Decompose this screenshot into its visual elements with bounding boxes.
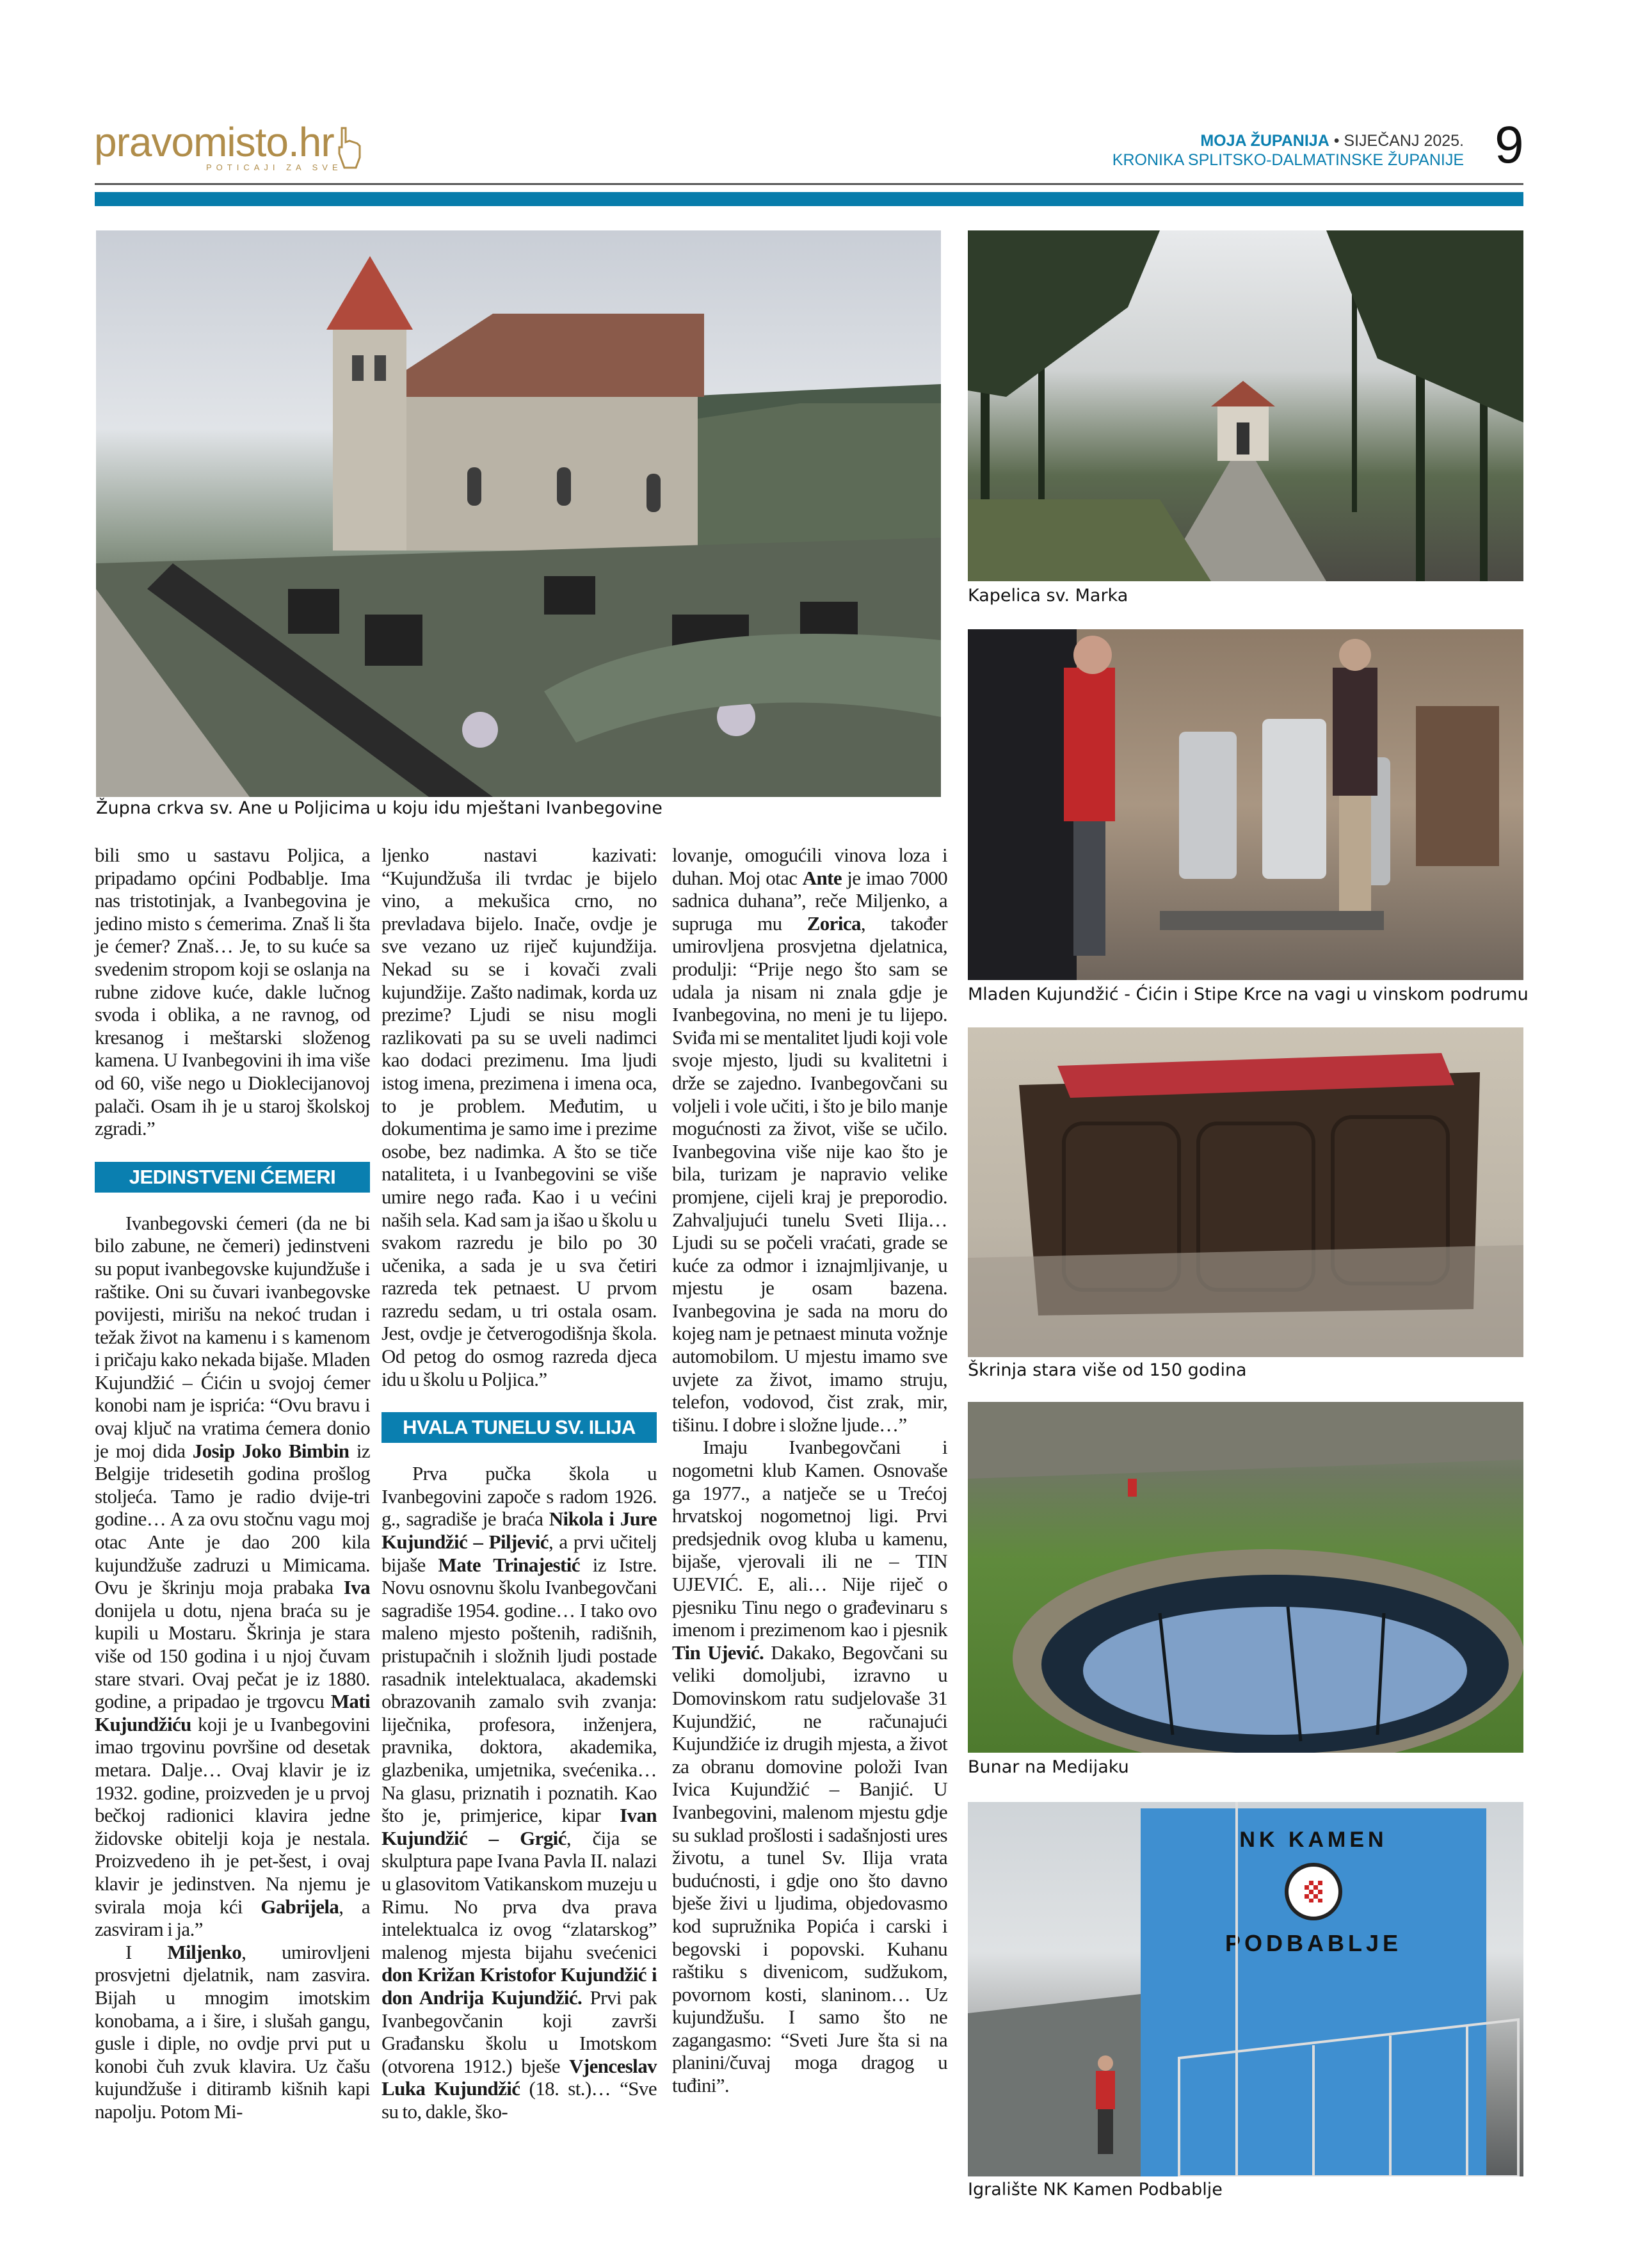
logo-text: pravomisto.hr (94, 119, 334, 165)
article-column-1 (95, 844, 370, 2123)
paragraph-text: (18. st.)… “Sve su to, dakle, ško- (381, 2077, 657, 2123)
article-paragraph (381, 844, 657, 1390)
article-column-3 (672, 844, 947, 2097)
paragraph-text: lovanje, omogućili vinova loza i duhan. Moj otac (672, 844, 947, 889)
section-subheading: JEDINSTVENI ĆEMERI (95, 1162, 370, 1193)
bold-name: Iva (343, 1576, 370, 1599)
bold-name: Ante (802, 866, 842, 889)
photo-wine-cellar-scale (968, 629, 1523, 980)
bold-name: Vjenceslav Luka Kujundžić (381, 2054, 657, 2100)
paragraph-text: Dakako, Begovčani su veliki domoljubi, izravno u Domovinskom ratu sudjelovaše 31 Kujundžić, ne računajući Kujundžiće iz drugih mjesta, a život za obranu domovine položi Ivan Ivica Kujundžić – Banjić. U Ivanbegovini, malenom mjestu gdje su suklad prošlosti i sadašnjosti ures životu, a tunel Sv. Ilija vrata budućnosti, i gdje ono što davno bješe živi u ljudima, objedovasmo kod supružnika Popića i carski i begovski i popovski. Kuhanu raštiku s divenicom, sudžukom, povornom kosti, slaninom… Uz kujundžušu. I samo što ne zagangasmo: “Sveti Jure šta si na planini/čuvaj moga dragog u tuđini”. (672, 1641, 948, 2097)
paragraph-text: Imaju Ivanbegovčani i nogometni klub Kamen. Osnovaše ga 1977., a natječe se u Trećoj hrvatskoj nogometnoj ligi. Prvi predsjednik ovog kluba u kamenu, bijaše, vjerovali ili ne – TIN UJEVIĆ. E, ali… Nije riječ o pjesniku Tinu nego o građevinaru s imenom i prezimenom kao i pjesnik (672, 1436, 947, 1641)
section-header (1112, 131, 1464, 170)
paragraph-text: Prva pučka škola u Ivanbegovini započe s radom 1926. g., sagradiše je braća (381, 1462, 657, 1531)
article-paragraph (381, 1462, 657, 2123)
photo-church-st-ana (96, 230, 941, 797)
club-sign-bottom: PODBABLJE (1224, 1930, 1402, 1956)
paragraph-text: koji je u Ivanbegovini imao trgovinu površine od desetak metara. Dalje… Ovaj klavir je iz 1932. godine, proizveden je u prvoj bečkoj radionici klavira jedne židovske obitelji koja je nestala. Proizvedeno ih je pet-šest, i ovaj klavir je jedinstven. Na njemu je svirala moja kći (95, 1712, 370, 1918)
side-photo-caption: Igralište NK Kamen Podbablje (968, 2180, 1223, 2200)
bold-name: don Križan Kristofor Kujundžić i don Andrija Kujundžić. (381, 1963, 657, 2009)
section-subheading: HVALA TUNELU SV. ILIJA (381, 1412, 657, 1443)
paragraph-text: , također umirovljena prosvjetna djelatnica, produlji: “Prije nego što sam se udala ja nisam ni znala gdje je Ivanbegovina, no meni je tu lijepo. Sviđa mi se mentalitet ljudi koji vole svoje mjesto, ljudi su kvalitetni i drže se zajedno. Ivanbegovčani su voljeli i vole učiti, i što je bilo manje mogućnosti za život, više se učilo. Ivanbegovina više nije kao što je bila, turizam je napravio velike promjene, cijeli kraj je preporodio. Zahvaljujući tunelu Sveti Ilija… Ljudi su se počeli vraćati, grade se kuće za odmor i iznajmljivanje, u mjestu je osam bazena. Ivanbegovina je sada na moru do kojeg nam je petnaest minuta vožnje automobilom. U mjestu imamo sve uvjete za život, imamo struju, telefon, vodovod, čist zrak, mir, tišinu. I dobre i složne ljude…” (672, 912, 947, 1436)
main-photo-caption: Župna crkva sv. Ane u Poljicima u koju idu mještani Ivanbegovine (96, 798, 662, 818)
article-paragraph (672, 1436, 947, 2096)
article-paragraph (95, 1212, 370, 1941)
section-name: MOJA ŽUPANIJA (1200, 132, 1329, 150)
bold-name: Josip Joko Bimbin (192, 1439, 349, 1462)
section-subtitle: KRONIKA SPLITSKO-DALMATINSKE ŽUPANIJE (1112, 151, 1464, 169)
logo-tagline: POTICAJI ZA SVE (206, 163, 342, 172)
bold-name: Gabrijela (261, 1895, 339, 1918)
article-paragraph (95, 844, 370, 1140)
paragraph-text: , čija se skulptura pape Ivana Pavla II. nalazi u glasovitom Vatikanskom muzeju u Rimu. No prva dva prava intelektualca iz ovog “zlatarskog” malenog mjesta bijahu svećenici (381, 1826, 657, 1963)
paragraph-text: Ivanbegovski ćemeri (da ne bi bilo zabune, ne čemeri) jedinstveni su poput ivanbegovske kujundžuše i raštike. Oni su čuvari ivanbegovske povijesti, mirišu na nekoć trudan i težak život na kamenu i s kamenom i pričaju kako nekada bijaše. Mladen Kujundžić – Ćićin u svojoj ćemer konobi nam je isprića: “Ovu bravu i ovaj ključ na vratima ćemera donio je moj dida (95, 1211, 370, 1462)
bold-name: Mati Kujundžiću (95, 1690, 370, 1735)
club-sign-top: NK KAMEN (1239, 1828, 1388, 1852)
article-column-2 (381, 844, 657, 2123)
side-photo-caption: Škrinja stara više od 150 godina (968, 1360, 1247, 1380)
bold-name: Tin Ujević. (672, 1641, 764, 1664)
page-number: 9 (1495, 116, 1524, 174)
paragraph-text: , a prvi učitelj bijaše (381, 1531, 657, 1576)
bold-name: Nikola i Jure Kujundžić – Piljević (381, 1508, 657, 1554)
header-rule (95, 183, 1523, 185)
paragraph-text: je imao 7000 sadnica duhana”, reče Miljenko, a supruga mu (672, 866, 947, 935)
paragraph-text: , umirovljeni prosvjetni djelatnik, nam zasvira. Bijah u mnogim imotskim konobama, a i šire, i slušah gangu, gusle i diple, no ovdje prvi put u konobi čuh zvuk klavira. Uz čašu kujundžuše i ditiramb kišnih kapi napolju. Potom Mi- (95, 1940, 370, 2123)
paragraph-text: , a zasviram i ja.” (95, 1895, 370, 1941)
bold-name: Miljenko (167, 1940, 242, 1963)
photo-old-chest (968, 1027, 1523, 1357)
publication-logo[interactable] (94, 119, 362, 179)
header-color-bar (95, 192, 1523, 206)
bold-name: Zorica (807, 912, 861, 935)
side-photo-caption: Mladen Kujundžić - Ćićin i Stipe Krce na vagi u vinskom podrumu (968, 985, 1529, 1004)
article-paragraph (95, 1941, 370, 2123)
paragraph-text: iz Belgije tridesetih godina prošlog stoljeća. Tamo je radio dvije-tri godine… A za ovu stočnu vagu moj otac Ante je dao 200 kila kujundžuše zadruzi u Mimicama. Ovu je škrinju moja prabaka (95, 1439, 370, 1599)
side-photo-caption: Kapelica sv. Marka (968, 586, 1128, 606)
paragraph-text: ljenko nastavi kazivati: “Kujundžuša ili tvrdac je bijelo vino, a mekušica crno, no prevladava bijelo. Inače, ovdje je sve vezano uz riječ kujundžija. Nekad su se i kovači zvali kujundžije. Zašto nadimak, korda uz prezime? Ljudi se nisu mogli razlikovati pa su se uveli nadimci kao dodaci prezimenu. Ima ljudi istog imena, prezimena i imena oca, to je problem. Međutim, u dokumentima je samo ime i prezime osobe, bez nadimka. A što se tiče nataliteta, i u Ivanbegovini se više umire nego rađa. Kao i u većini naših sela. Kad sam ja išao u školu u svakom razredu je bilo po 30 učenika, a sada je u sva četiri razreda tek petnaest. U prvom razredu sedam, u tri ostala osam. Jest, ovdje je četverogodišnja škola. Od petog do osmog razreda djeca idu u školu u Poljica.” (381, 844, 657, 1390)
bold-name: Mate Trinajestić (438, 1553, 580, 1576)
issue-date: • SIJEČANJ 2025. (1329, 132, 1464, 150)
photo-chapel-st-mark (968, 230, 1523, 581)
paragraph-text: bili smo u sastavu Poljica, a pripadamo općini Podbablje. Ima nas tristotinjak, a Ivanbegovina je jedino misto s ćemerima. Znaš li šta je ćemer? Znaš… Je, to su kuće sa svedenim stropom koji se oslanja na rubne zidove kuće, dakle lučnog svoda i oblika, a ne ravnog, od kresanog i meštarski složenog kamena. U Ivanbegovini ih ima više od 60, više nego u Dioklecijanovoj palači. Osam ih je u staroj školskoj zgradi.” (95, 844, 370, 1140)
bold-name: Ivan Kujundžić – Grgić (381, 1804, 657, 1849)
article-paragraph (672, 844, 947, 1436)
paragraph-text: I (125, 1940, 168, 1963)
photo-well-medijak (968, 1402, 1523, 1753)
photo-nk-kamen-pitch (968, 1802, 1523, 2176)
paragraph-text: donijela u dotu, njena braća su je kupili u Mostaru. Škrinja je stara više od 150 godina i u njoj čuvam stare stvari. Ovaj pečat je iz 1880. godine, a pripadao je trgovcu (95, 1598, 370, 1713)
side-photo-caption: Bunar na Medijaku (968, 1757, 1129, 1777)
paragraph-text: Prvi pak Ivanbegovčanin koji završi Građansku školu u Imotskom (otvorena 1912.) bješe (381, 1986, 657, 2077)
paragraph-text: iz Istre. Novu osnovnu školu Ivanbegovčani sagradiše 1954. godine… I tako ovo maleno mjesto poštenih, radišnih, pristupačnih i složnih ljudi postade rasadnik intelektualaca, akademski obrazovanih zamalo svih zvanja: liječnika, profesora, inženjera, pravnika, doktora, akademika, glazbenika, umjetnika, svećenika… Na glasu, priznatih i poznatih. Kao što je, primjerice, kipar (381, 1553, 657, 1827)
